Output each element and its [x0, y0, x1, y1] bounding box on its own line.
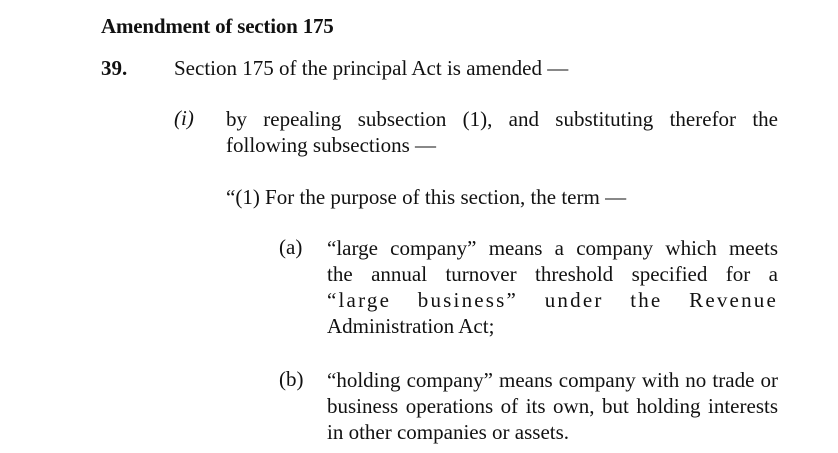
item-marker-b: (b)	[279, 367, 304, 391]
section-number: 39.	[101, 56, 128, 80]
item-a-line: Administration Act;	[327, 314, 495, 338]
item-a-definition	[327, 235, 778, 339]
item-a-line: the annual turnover threshold specified for a	[327, 262, 778, 286]
subsection-1-text: “(1) For the purpose of this section, the term —	[226, 185, 627, 209]
paragraph-i-text: by repealing subsection (1), and substituting therefor the following subsections —	[226, 107, 778, 157]
item-marker-a: (a)	[279, 235, 303, 259]
paragraph-marker-i: (i)	[174, 106, 194, 130]
section-heading: Amendment of section 175	[101, 14, 334, 38]
item-a-line: “large business” under the Revenue	[327, 288, 778, 312]
item-b-definition: “holding company” means company with no trade or business operations of its own, but holding interests in other companies or assets.	[327, 368, 778, 444]
section-text: Section 175 of the principal Act is amended —	[174, 56, 569, 80]
item-a-line: “large company” means a company which meets	[327, 236, 778, 260]
